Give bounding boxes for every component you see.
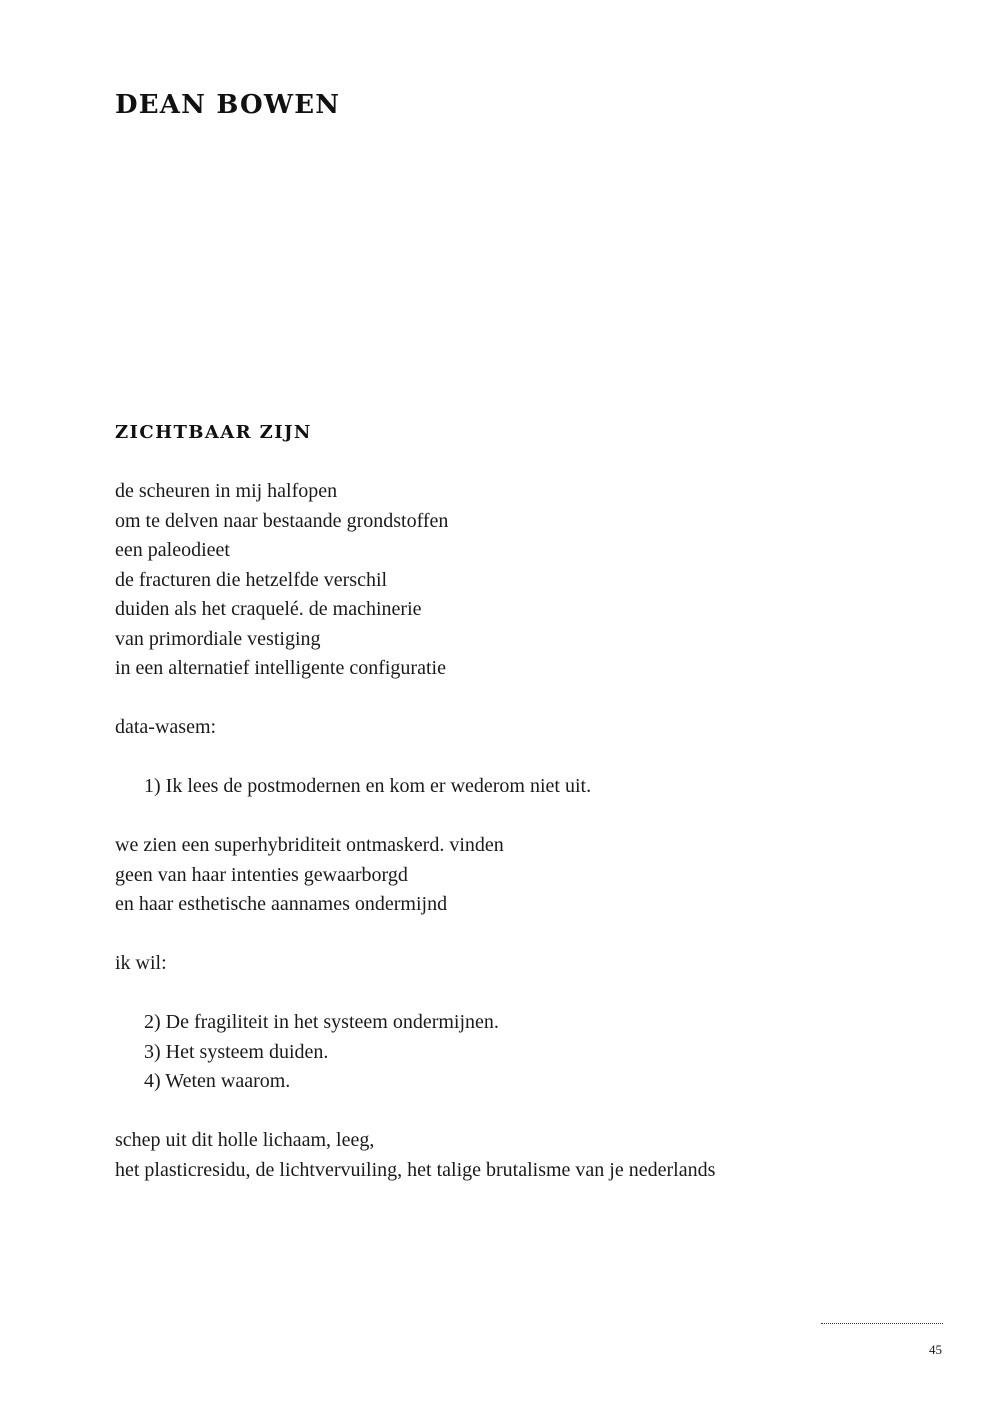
poem-stanza [115, 713, 915, 743]
poem-numbered-line: 4) Weten waarom. [144, 1070, 291, 1092]
author-name: DEAN BOWEN [115, 90, 341, 120]
poem-line: een paleodieet [115, 539, 230, 561]
poem-line: het plasticresidu, de lichtvervuiling, het talige brutalisme van je nederlands [115, 1158, 716, 1181]
footer-dotted-rule [821, 1323, 943, 1324]
poem-line: van primordiale vestiging [115, 627, 321, 650]
poem-numbered-line: 3) Het systeem duiden. [144, 1040, 329, 1063]
poem-stanza [115, 477, 915, 684]
poem-line: en haar esthetische aannames ondermijnd [115, 893, 448, 915]
poem-stanza [115, 831, 915, 920]
poem-line: de fracturen die hetzelfde verschil [115, 568, 388, 591]
poem-line: we zien een superhybriditeit ontmaskerd. vinden [115, 834, 504, 856]
poem-numbered-line: 1) Ik lees de postmodernen en kom er wederom niet uit. [144, 775, 592, 797]
poem-line: om te delven naar bestaande grondstoffen [115, 509, 449, 532]
poem-stanza [115, 1126, 915, 1185]
page-number: 45 [929, 1342, 942, 1357]
poem-line: de scheuren in mij halfopen [115, 480, 338, 502]
poem-line: ik wil: [115, 952, 167, 974]
poem-stanza [115, 949, 915, 979]
poem-numbered-stanza [115, 772, 915, 802]
poem-numbered-line: 2) De fragiliteit in het systeem ondermijnen. [144, 1011, 499, 1033]
poem-numbered-stanza [115, 1008, 915, 1097]
poem-line: data-wasem: [115, 716, 217, 738]
poem-title: ZICHTBAAR ZIJN [115, 422, 312, 443]
poem-line: geen van haar intenties gewaarborgd [115, 863, 408, 886]
poem-body [115, 477, 915, 1185]
poem-line: schep uit dit holle lichaam, leeg, [115, 1129, 375, 1151]
poem-line: duiden als het craquelé. de machinerie [115, 598, 422, 620]
poem-line: in een alternatief intelligente configuratie [115, 657, 446, 679]
